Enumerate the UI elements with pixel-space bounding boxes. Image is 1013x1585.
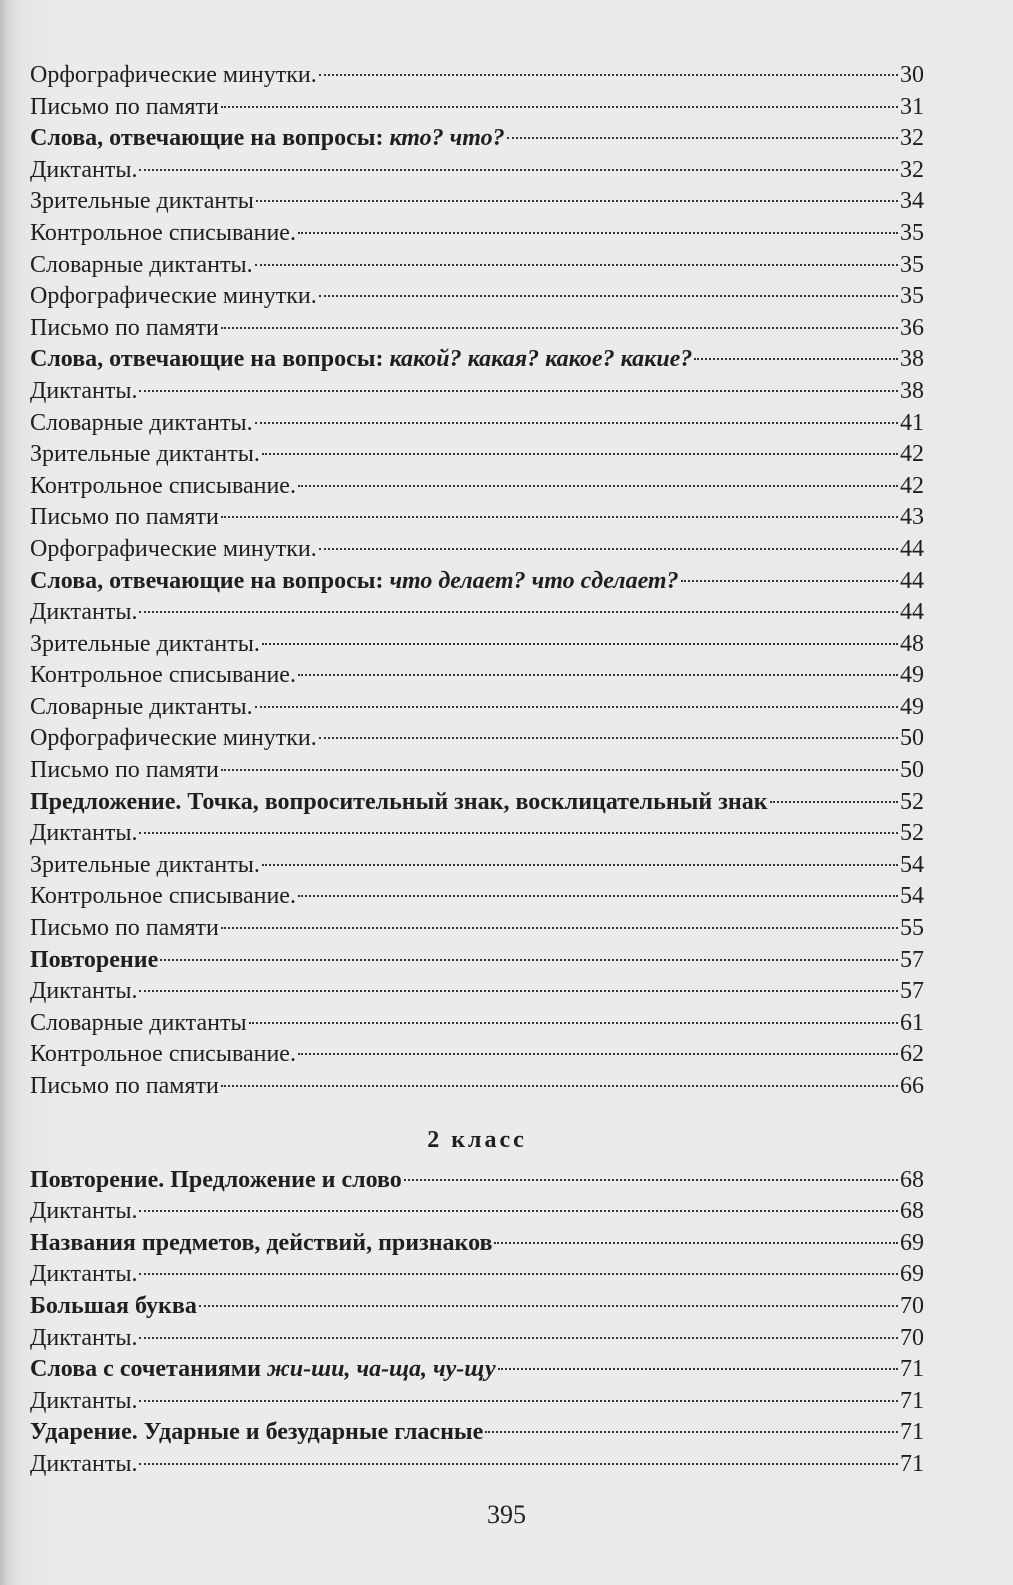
dot-leader (319, 548, 898, 550)
toc-entry-title (30, 1417, 483, 1449)
toc-entry-title (30, 629, 260, 661)
toc-heading-row (30, 1291, 924, 1323)
toc-entry-page-number: 52 (900, 788, 924, 815)
toc-entry-title (30, 1291, 197, 1323)
toc-entry-text: Диктанты. (30, 820, 138, 847)
toc-entry-title (30, 218, 296, 250)
dot-leader (139, 1210, 898, 1212)
toc-entry-title (30, 850, 260, 882)
toc-entry-page-number: 35 (900, 283, 924, 310)
page-number: 395 (487, 1500, 526, 1529)
toc-entry-row (30, 60, 924, 92)
toc-entry-text: Зрительные диктанты. (30, 851, 260, 878)
toc-entry-title (30, 92, 219, 124)
toc-entry-page-number: 70 (900, 1292, 924, 1319)
toc-entry-row (30, 1039, 924, 1071)
toc-entry-title (30, 1259, 137, 1291)
toc-entry-title (30, 692, 253, 724)
toc-entry-page-number: 71 (900, 1387, 924, 1414)
toc-entry-title (30, 155, 137, 187)
dot-leader (319, 737, 898, 739)
toc-entry-page-number: 43 (900, 504, 924, 531)
toc-entry-text: Орфографические минутки. (30, 725, 317, 752)
toc-entry-title (30, 376, 137, 408)
toc-entry-row (30, 471, 924, 503)
toc-entry-title (30, 439, 260, 471)
toc-entry-italic-text: кто? что? (389, 125, 505, 152)
dot-leader (221, 516, 898, 518)
toc-heading-row (30, 945, 924, 977)
toc-entry-page-number: 54 (900, 883, 924, 910)
toc-entry-title (30, 1071, 219, 1103)
toc-heading-row (30, 1165, 924, 1197)
toc-entry-page-number: 31 (900, 93, 924, 120)
toc-entry-title (30, 566, 679, 598)
toc-entry-text: Диктанты. (30, 377, 138, 404)
toc-entry-title (30, 913, 219, 945)
toc-entry-title (30, 1165, 402, 1197)
toc-entry-title (30, 597, 137, 629)
toc-entry-row (30, 629, 924, 661)
toc-entry-text: Словарные диктанты. (30, 409, 253, 436)
toc-entry-text: Диктанты. (30, 1324, 138, 1351)
toc-entry-title (30, 250, 253, 282)
dot-leader (507, 137, 898, 139)
toc-entry-row (30, 281, 924, 313)
toc-entry-row (30, 755, 924, 787)
toc-entry-text: Повторение (30, 946, 159, 973)
toc-entry-row (30, 439, 924, 471)
toc-entry-title (30, 186, 254, 218)
toc-entry-row (30, 1008, 924, 1040)
toc-entry-text: Письмо по памяти (30, 915, 219, 942)
toc-entry-row (30, 723, 924, 755)
toc-entry-page-number: 52 (900, 820, 924, 847)
toc-entry-page-number: 61 (900, 1009, 924, 1036)
dot-leader (681, 580, 898, 582)
toc-entry-text: Контрольное списывание. (30, 472, 296, 499)
dot-leader (199, 1305, 898, 1307)
toc-entry-title (30, 1386, 137, 1418)
dot-leader (298, 485, 898, 487)
toc-entry-text: Контрольное списывание. (30, 1041, 296, 1068)
toc-heading-row (30, 787, 924, 819)
toc-entry-page-number: 36 (900, 314, 924, 341)
toc-heading-row (30, 1228, 924, 1260)
toc-entry-title (30, 945, 158, 977)
toc-entry-row (30, 313, 924, 345)
toc-entry-page-number: 49 (900, 693, 924, 720)
dot-leader (319, 74, 898, 76)
toc-entry-row (30, 250, 924, 282)
toc-entry-page-number: 41 (900, 409, 924, 436)
toc-entry-text: Зрительные диктанты (30, 188, 254, 215)
toc-entry-text: Диктанты. (30, 1198, 138, 1225)
toc-entry-text: Письмо по памяти (30, 504, 219, 531)
toc-group-grade-2 (30, 1165, 924, 1481)
dot-leader (256, 200, 898, 202)
dot-leader (139, 1337, 898, 1339)
toc-entry-title (30, 1196, 137, 1228)
toc-entry-page-number: 71 (900, 1450, 924, 1477)
toc-entry-row (30, 1323, 924, 1355)
toc-entry-text: Диктанты. (30, 1261, 138, 1288)
toc-heading-row (30, 123, 924, 155)
toc-entry-row (30, 913, 924, 945)
toc-entry-text: Слова с сочетаниями (30, 1356, 267, 1383)
section-title: 2 класс (427, 1126, 527, 1153)
dot-leader (221, 769, 898, 771)
toc-entry-page-number: 50 (900, 725, 924, 752)
toc-entry-title (30, 1008, 247, 1040)
dot-leader (221, 927, 898, 929)
toc-entry-italic-text: жи-ши, ча-ща, чу-щу (266, 1356, 496, 1383)
toc-heading-row (30, 566, 924, 598)
toc-entry-row (30, 502, 924, 534)
dot-leader (139, 1463, 898, 1465)
toc-entry-title (30, 1354, 496, 1386)
toc-entry-row (30, 660, 924, 692)
toc-entry-page-number: 69 (900, 1261, 924, 1288)
toc-entry-text: Зрительные диктанты. (30, 441, 260, 468)
toc-entry-text: Орфографические минутки. (30, 283, 317, 310)
toc-entry-page-number: 35 (900, 251, 924, 278)
dot-leader (255, 422, 898, 424)
toc-entry-text: Письмо по памяти (30, 1073, 219, 1099)
toc-entry-page-number: 50 (900, 757, 924, 784)
toc-entry-row (30, 850, 924, 882)
toc-entry-title (30, 60, 317, 92)
toc-heading-row (30, 344, 924, 376)
toc-entry-text: Зрительные диктанты. (30, 630, 260, 657)
toc-entry-title (30, 471, 296, 503)
toc-entry-text: Большая буква (30, 1292, 197, 1319)
toc-entry-page-number: 49 (900, 662, 924, 689)
toc-entry-title (30, 408, 253, 440)
toc-entry-text: Повторение. Предложение и слово (30, 1166, 402, 1193)
toc-entry-text: Контрольное списывание. (30, 662, 296, 689)
toc-entry-row (30, 1259, 924, 1291)
toc-entry-text: Орфографические минутки. (30, 62, 317, 88)
toc-entry-page-number: 42 (900, 472, 924, 499)
toc-entry-page-number: 55 (900, 915, 924, 942)
dot-leader (404, 1179, 898, 1181)
toc-entry-text: Письмо по памяти (30, 314, 219, 341)
toc-entry-page-number: 57 (900, 946, 924, 973)
toc-entry-title (30, 755, 219, 787)
toc-entry-page-number: 66 (900, 1073, 924, 1099)
toc-entry-page-number: 70 (900, 1324, 924, 1351)
toc-entry-page-number: 69 (900, 1229, 924, 1256)
toc-entry-text: Диктанты. (30, 156, 138, 183)
toc-entry-page-number: 54 (900, 851, 924, 878)
toc-entry-page-number: 57 (900, 978, 924, 1005)
toc-entry-text: Письмо по памяти (30, 757, 219, 784)
dot-leader (498, 1368, 898, 1370)
toc-entry-row (30, 534, 924, 566)
toc-entry-text: Слова, отвечающие на вопросы: (30, 567, 390, 594)
dot-leader (139, 390, 898, 392)
table-of-contents (30, 60, 924, 1481)
toc-entry-page-number: 32 (900, 156, 924, 183)
toc-entry-page-number: 71 (900, 1356, 924, 1383)
toc-entry-row (30, 376, 924, 408)
toc-entry-row (30, 218, 924, 250)
toc-entry-title (30, 502, 219, 534)
dot-leader (139, 611, 898, 613)
toc-entry-page-number: 34 (900, 188, 924, 215)
toc-entry-row (30, 186, 924, 218)
toc-entry-page-number: 62 (900, 1041, 924, 1068)
toc-entry-row (30, 1386, 924, 1418)
toc-entry-title (30, 976, 137, 1008)
dot-leader (262, 453, 898, 455)
toc-entry-page-number: 71 (900, 1419, 924, 1446)
dot-leader (139, 832, 898, 834)
toc-entry-text: Словарные диктанты. (30, 693, 253, 720)
toc-entry-text: Контрольное списывание. (30, 219, 296, 246)
toc-entry-row (30, 1071, 924, 1103)
toc-entry-title (30, 818, 137, 850)
toc-entry-title (30, 313, 219, 345)
toc-entry-text: Предложение. Точка, вопросительный знак, восклицательный знак (30, 788, 768, 815)
toc-entry-title (30, 534, 317, 566)
toc-entry-page-number: 38 (900, 346, 924, 373)
toc-heading-row (30, 1354, 924, 1386)
toc-entry-text: Диктанты. (30, 1450, 138, 1477)
dot-leader (221, 106, 898, 108)
dot-leader (221, 1085, 898, 1087)
toc-entry-italic-text: что делает? что сделает? (389, 567, 679, 594)
dot-leader (298, 1053, 898, 1055)
toc-entry-row (30, 692, 924, 724)
dot-leader (255, 706, 898, 708)
toc-entry-text: Контрольное списывание. (30, 883, 296, 910)
dot-leader (298, 674, 898, 676)
toc-entry-row (30, 92, 924, 124)
toc-entry-text: Словарные диктанты (30, 1009, 247, 1036)
toc-entry-text: Слова, отвечающие на вопросы: (30, 125, 390, 152)
toc-entry-page-number: 44 (900, 599, 924, 626)
dot-leader (249, 1022, 898, 1024)
toc-entry-title (30, 1228, 492, 1260)
toc-entry-row (30, 818, 924, 850)
toc-entry-page-number: 68 (900, 1198, 924, 1225)
toc-entry-text: Письмо по памяти (30, 93, 219, 120)
dot-leader (694, 358, 898, 360)
toc-entry-text: Названия предметов, действий, признаков (30, 1229, 493, 1256)
dot-leader (319, 295, 898, 297)
dot-leader (298, 895, 898, 897)
dot-leader (262, 643, 898, 645)
toc-entry-page-number: 30 (900, 62, 924, 88)
dot-leader (139, 169, 898, 171)
toc-entry-row (30, 976, 924, 1008)
toc-entry-title (30, 1449, 137, 1481)
toc-entry-text: Диктанты. (30, 1387, 138, 1414)
toc-entry-page-number: 44 (900, 535, 924, 562)
toc-entry-title (30, 123, 505, 155)
toc-entry-title (30, 344, 692, 376)
toc-entry-text: Орфографические минутки. (30, 535, 317, 562)
toc-entry-row (30, 1196, 924, 1228)
toc-entry-title (30, 660, 296, 692)
toc-entry-page-number: 38 (900, 377, 924, 404)
toc-entry-text: Ударение. Ударные и безударные гласные (30, 1419, 484, 1446)
toc-entry-row (30, 1449, 924, 1481)
toc-entry-page-number: 35 (900, 219, 924, 246)
toc-entry-row (30, 881, 924, 913)
toc-entry-row (30, 408, 924, 440)
toc-entry-page-number: 68 (900, 1166, 924, 1193)
toc-entry-title (30, 787, 768, 819)
toc-entry-text: Слова, отвечающие на вопросы: (30, 346, 390, 373)
dot-leader (255, 264, 898, 266)
toc-entry-title (30, 1323, 137, 1355)
toc-entry-title (30, 281, 317, 313)
toc-entry-text: Словарные диктанты. (30, 251, 253, 278)
toc-heading-row (30, 1417, 924, 1449)
dot-leader (139, 1273, 898, 1275)
toc-group-grade-1 (30, 60, 924, 1103)
toc-entry-page-number: 44 (900, 567, 924, 594)
dot-leader (298, 232, 898, 234)
dot-leader (139, 1400, 898, 1402)
dot-leader (494, 1242, 898, 1244)
dot-leader (770, 801, 898, 803)
toc-entry-text: Диктанты. (30, 599, 138, 626)
toc-entry-page-number: 42 (900, 441, 924, 468)
toc-entry-text: Диктанты. (30, 978, 138, 1005)
toc-entry-page-number: 32 (900, 125, 924, 152)
toc-entry-row (30, 155, 924, 187)
dot-leader (485, 1431, 898, 1433)
dot-leader (262, 864, 898, 866)
toc-entry-italic-text: какой? какая? какое? какие? (389, 346, 693, 373)
toc-entry-title (30, 881, 296, 913)
toc-entry-row (30, 597, 924, 629)
toc-entry-page-number: 48 (900, 630, 924, 657)
toc-entry-title (30, 723, 317, 755)
dot-leader (160, 959, 898, 961)
toc-entry-title (30, 1039, 296, 1071)
dot-leader (139, 990, 898, 992)
dot-leader (221, 327, 898, 329)
